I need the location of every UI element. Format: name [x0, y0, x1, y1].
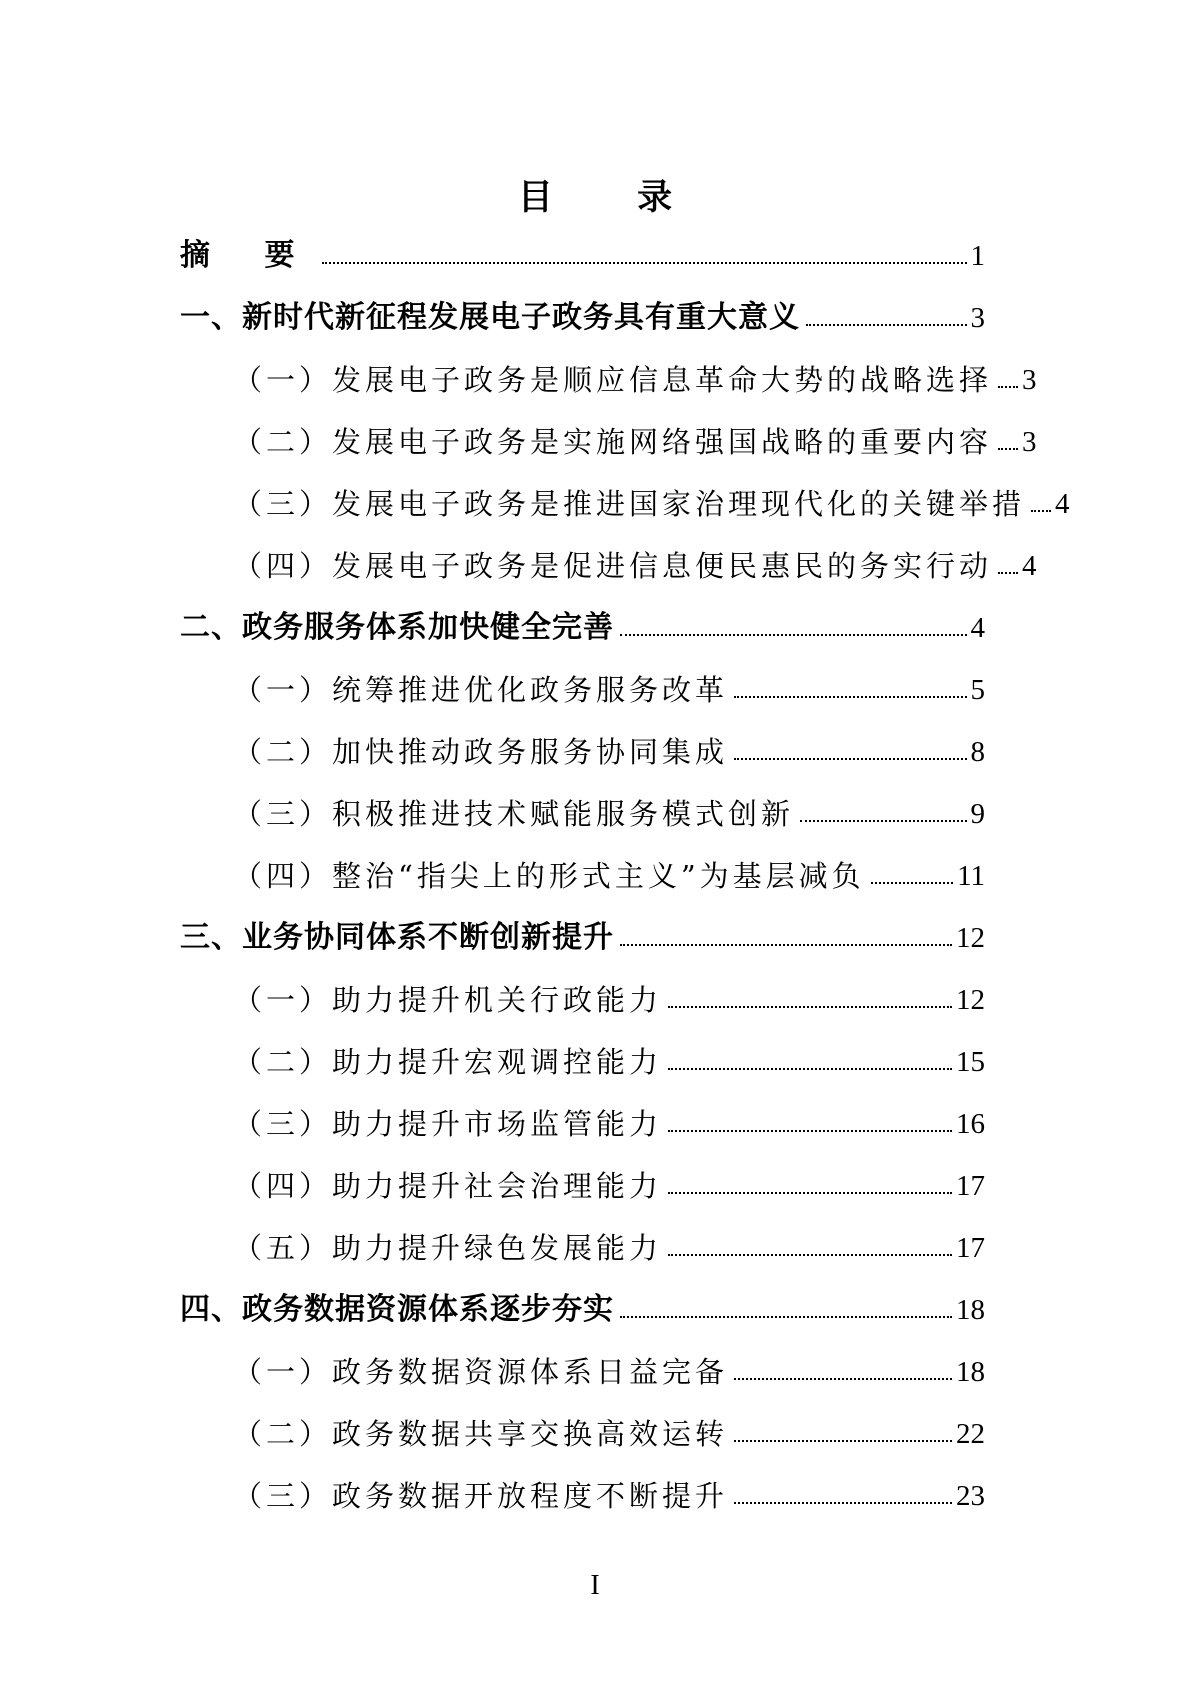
toc-entry-title: （一）助力提升机关行政能力 — [233, 983, 663, 1017]
toc-entry-title: （一）发展电子政务是顺应信息革命大势的战略选择 — [233, 363, 993, 397]
toc-page-number: 4 — [970, 612, 985, 644]
toc-entry-abstract[interactable] — [180, 228, 985, 276]
toc-entry-title: （一）政务数据资源体系日益完备 — [233, 1355, 729, 1389]
toc-entry-title: 三、业务协同体系不断创新提升 — [180, 920, 614, 955]
toc-dot-leader — [668, 1192, 952, 1194]
toc-entry-section-1[interactable] — [180, 290, 985, 338]
toc-dot-leader — [620, 1316, 952, 1318]
toc-page-number: 4 — [1055, 488, 1070, 520]
toc-page-number: 9 — [970, 798, 985, 830]
toc-entry-section-2[interactable] — [180, 600, 985, 648]
toc-page-number: 18 — [956, 1356, 985, 1388]
toc-entry-title: （二）加快推动政务服务协同集成 — [233, 735, 729, 769]
toc-dot-leader — [998, 448, 1018, 450]
toc-page-number: 5 — [970, 674, 985, 706]
toc-entry-section-3[interactable] — [180, 910, 985, 958]
toc-entry-section-2-2[interactable] — [233, 724, 985, 772]
toc-dot-leader — [734, 1440, 952, 1442]
toc-page-number: 23 — [956, 1480, 985, 1512]
toc-page-number: 18 — [956, 1294, 985, 1326]
toc-dot-leader — [998, 572, 1018, 574]
toc-page-number: 3 — [1022, 426, 1037, 458]
toc-dot-leader — [800, 820, 966, 822]
toc-dot-leader — [871, 882, 953, 884]
toc-entry-title: 一、新时代新征程发展电子政务具有重大意义 — [180, 300, 800, 335]
toc-entry-title: （一）统筹推进优化政务服务改革 — [233, 673, 729, 707]
toc-entry-section-3-5[interactable] — [233, 1220, 985, 1268]
toc-entry-title: （三）助力提升市场监管能力 — [233, 1107, 663, 1141]
toc-entry-title: （二）助力提升宏观调控能力 — [233, 1045, 663, 1079]
toc-page-number: 1 — [970, 240, 985, 272]
toc-page-number: 4 — [1022, 550, 1037, 582]
toc-dot-leader — [668, 1006, 952, 1008]
toc-page-number: 12 — [956, 922, 985, 954]
toc-page-number: 12 — [956, 984, 985, 1016]
toc-entry-title: （四）整治“指尖上的形式主义”为基层减负 — [233, 859, 865, 893]
toc-page-number: 22 — [956, 1418, 985, 1450]
toc-entry-title: 摘 要 — [180, 238, 317, 273]
toc-entry-section-1-1[interactable] — [233, 352, 1037, 400]
toc-page-number: 17 — [956, 1170, 985, 1202]
toc-page-number: 16 — [956, 1108, 985, 1140]
toc-entry-section-3-1[interactable] — [233, 972, 985, 1020]
toc-entry-section-2-1[interactable] — [233, 662, 985, 710]
toc-dot-leader — [322, 262, 966, 264]
toc-dot-leader — [1031, 510, 1051, 512]
toc-dot-leader — [668, 1130, 952, 1132]
toc-dot-leader — [734, 1502, 952, 1504]
toc-page-number: 15 — [956, 1046, 985, 1078]
toc-dot-leader — [806, 324, 967, 326]
toc-entry-section-4[interactable] — [180, 1282, 985, 1330]
toc-entry-section-1-4[interactable] — [233, 538, 1037, 586]
toc-entry-title: （三）发展电子政务是推进国家治理现代化的关键举措 — [233, 487, 1026, 521]
page-number: I — [590, 1570, 600, 1601]
toc-page-number: 11 — [957, 860, 985, 892]
toc-dot-leader — [620, 944, 952, 946]
toc-dot-leader — [734, 758, 966, 760]
toc-entry-title: （四）发展电子政务是促进信息便民惠民的务实行动 — [233, 549, 993, 583]
toc-entry-section-3-4[interactable] — [233, 1158, 985, 1206]
toc-entry-section-2-3[interactable] — [233, 786, 985, 834]
toc-dot-leader — [668, 1068, 952, 1070]
toc-dot-leader — [998, 386, 1018, 388]
toc-dot-leader — [620, 634, 967, 636]
toc-entry-section-2-4[interactable] — [233, 848, 985, 896]
toc-entry-section-3-3[interactable] — [233, 1096, 985, 1144]
toc-dot-leader — [668, 1254, 952, 1256]
toc-page-number: 17 — [956, 1232, 985, 1264]
toc-dot-leader — [734, 696, 966, 698]
toc-entry-section-4-2[interactable] — [233, 1406, 985, 1454]
toc-entry-title: （二）政务数据共享交换高效运转 — [233, 1417, 729, 1451]
toc-entry-section-4-1[interactable] — [233, 1344, 985, 1392]
toc-entry-title: （四）助力提升社会治理能力 — [233, 1169, 663, 1203]
toc-entry-section-3-2[interactable] — [233, 1034, 985, 1082]
toc-entry-section-1-3[interactable] — [233, 476, 1070, 524]
toc-page-number: 3 — [970, 302, 985, 334]
toc-entry-title: （二）发展电子政务是实施网络强国战略的重要内容 — [233, 425, 993, 459]
toc-entry-title: （五）助力提升绿色发展能力 — [233, 1231, 663, 1265]
toc-entry-title: （三）积极推进技术赋能服务模式创新 — [233, 797, 795, 831]
page-title: 目 录 — [517, 178, 709, 219]
toc-page-number: 8 — [970, 736, 985, 768]
toc-dot-leader — [734, 1378, 952, 1380]
toc-entry-section-1-2[interactable] — [233, 414, 1037, 462]
toc-entry-title: 二、政务服务体系加快健全完善 — [180, 610, 614, 645]
toc-entry-section-4-3[interactable] — [233, 1468, 985, 1516]
toc-entry-title: 四、政务数据资源体系逐步夯实 — [180, 1292, 614, 1327]
toc-entry-title: （三）政务数据开放程度不断提升 — [233, 1479, 729, 1513]
toc-page-number: 3 — [1022, 364, 1037, 396]
